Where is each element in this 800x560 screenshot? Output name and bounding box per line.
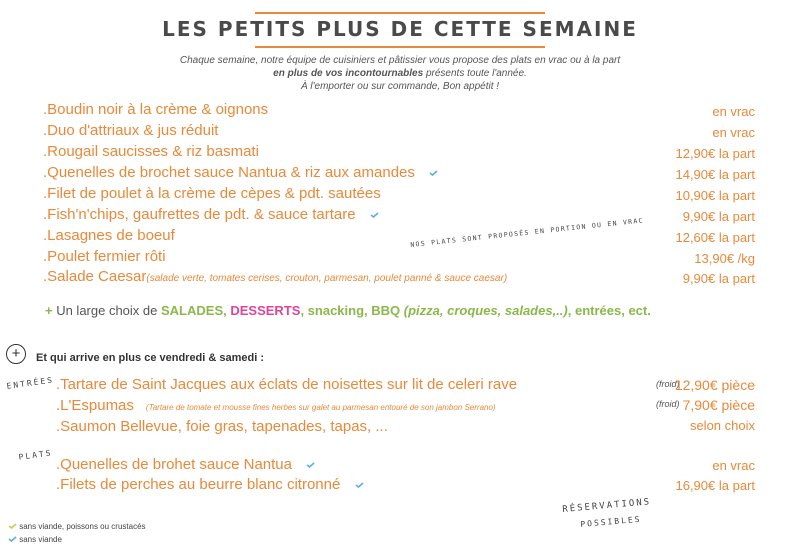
entree-name: .Tartare de Saint Jacques aux éclats de noisettes sur lit de celeri rave [56,376,518,393]
no-meat-check-icon [306,462,315,468]
intro-line-3: À l'emporter ou sur commande, Bon appétit ! [300,81,500,92]
menu-price: en vrac [712,125,755,140]
vegetarian-check-icon [8,523,17,529]
menu-price: 10,90€ la part [675,188,755,203]
legend-item [8,522,146,531]
entree-item [56,418,388,435]
plat-price: 16,90€ la part [675,478,755,493]
plat-name: .Filets de perches au beurre blanc citronné [56,476,341,493]
plat-price: en vrac [712,458,755,473]
page-title: LES PETITS PLUS DE CETTE SEMAINE [162,17,638,41]
menu-item-name: .Salade Caesar [43,268,147,285]
intro-line-2 [0,68,800,79]
entree-name: .Saumon Bellevue, foie gras, tapenades, tapas, ... [56,418,388,435]
portion-note: NOS PLATS SONT PROPOSÉS EN PORTION OU EN VRAC [410,216,645,249]
menu-item [43,206,379,223]
choice-sep-1: , [223,303,231,318]
entree-tag: (froid) [656,379,680,389]
choice-sep-2: , [300,303,308,318]
menu-item [43,185,381,202]
no-meat-check-icon [429,170,438,176]
choice-italic: (pizza, croques, salades,..) [403,303,568,318]
entree-item [56,397,496,414]
choice-line [45,303,651,318]
reservations-line-2: POSSIBLES [580,514,642,529]
menu-item-name: .Rougail saucisses & riz basmati [43,143,259,160]
plat-item [56,476,364,493]
no-meat-check-icon [370,212,379,218]
menu-price: 13,90€ /kg [694,251,755,266]
plus-sign: + [45,303,53,318]
menu-item [43,122,218,139]
no-meat-check-icon [8,536,17,542]
entree-note: (Tartare de tomate et mousse fines herbes sur galet au parmesan entouré de son jambon Serrano) [145,403,496,412]
menu-item-name: .Filet de poulet à la crème de cèpes & pdt. sautées [43,185,381,202]
menu-item-note: (salade verte, tomates cerises, crouton, parmesan, poulet panné & sauce caesar) [146,273,508,284]
menu-price: 9,90€ la part [682,209,755,224]
legend-item [8,535,62,544]
menu-item [43,268,507,285]
plats-label: PLATS [18,448,54,462]
menu-price: 12,60€ la part [675,230,755,245]
choice-desserts: DESSERTS [230,303,301,318]
menu-price: 14,90€ la part [675,167,755,182]
menu-price: en vrac [712,104,755,119]
menu-item-name: .Quenelles de brochet sauce Nantua & riz aux amandes [43,164,415,181]
choice-snacking: snacking, BBQ [307,303,404,318]
entree-name: .L'Espumas [56,397,134,414]
menu-item-name: .Boudin noir à la crème & oignons [43,101,269,118]
intro-line-2-rest: présents toute l'année. [423,68,527,79]
entree-price: 12,90€ pièce [674,377,755,393]
menu-item [43,101,268,118]
reservations-line-1: RÉSERVATIONS [562,497,652,515]
legend-text: sans viande [19,535,62,544]
menu-price: 12,90€ la part [675,146,755,161]
menu-price: 9,90€ la part [682,271,755,286]
choice-intro: Un large choix de [52,303,161,318]
menu-item-name: .Lasagnes de boeuf [43,227,175,244]
entrees-label: ENTRÉES [6,375,55,391]
menu-item [43,248,166,265]
plus-circle-icon: + [6,344,26,364]
menu-item-name: .Duo d'attriaux & jus réduit [43,122,219,139]
choice-salades: SALADES [161,303,224,318]
header-top-rule [255,12,545,14]
legend-text: sans viande, poissons ou crustacés [19,522,146,531]
choice-end: , entrées, ect. [567,303,651,318]
menu-item [43,164,438,181]
plat-item [56,456,315,473]
menu-item [43,227,175,244]
menu-item [43,143,259,160]
weekend-heading: Et qui arrive en plus ce vendredi & samedi : [36,352,265,364]
plat-name: .Quenelles de brohet sauce Nantua [56,456,292,473]
entree-item [56,376,517,393]
intro-line-1: Chaque semaine, notre équipe de cuisiniers et pâtissier vous propose des plats en vrac ou à la part [179,55,621,66]
entree-price: 7,90€ pièce [682,397,755,413]
menu-item-name: .Fish'n'chips, gaufrettes de pdt. & sauce tartare [43,206,356,223]
menu-item-name: .Poulet fermier rôti [43,248,166,265]
no-meat-check-icon [355,482,364,488]
entree-price: selon choix [689,418,755,433]
entree-tag: (froid) [656,399,680,409]
intro-line-2-bold: en plus de vos incontournables [273,68,424,79]
header-bottom-rule [255,46,545,48]
